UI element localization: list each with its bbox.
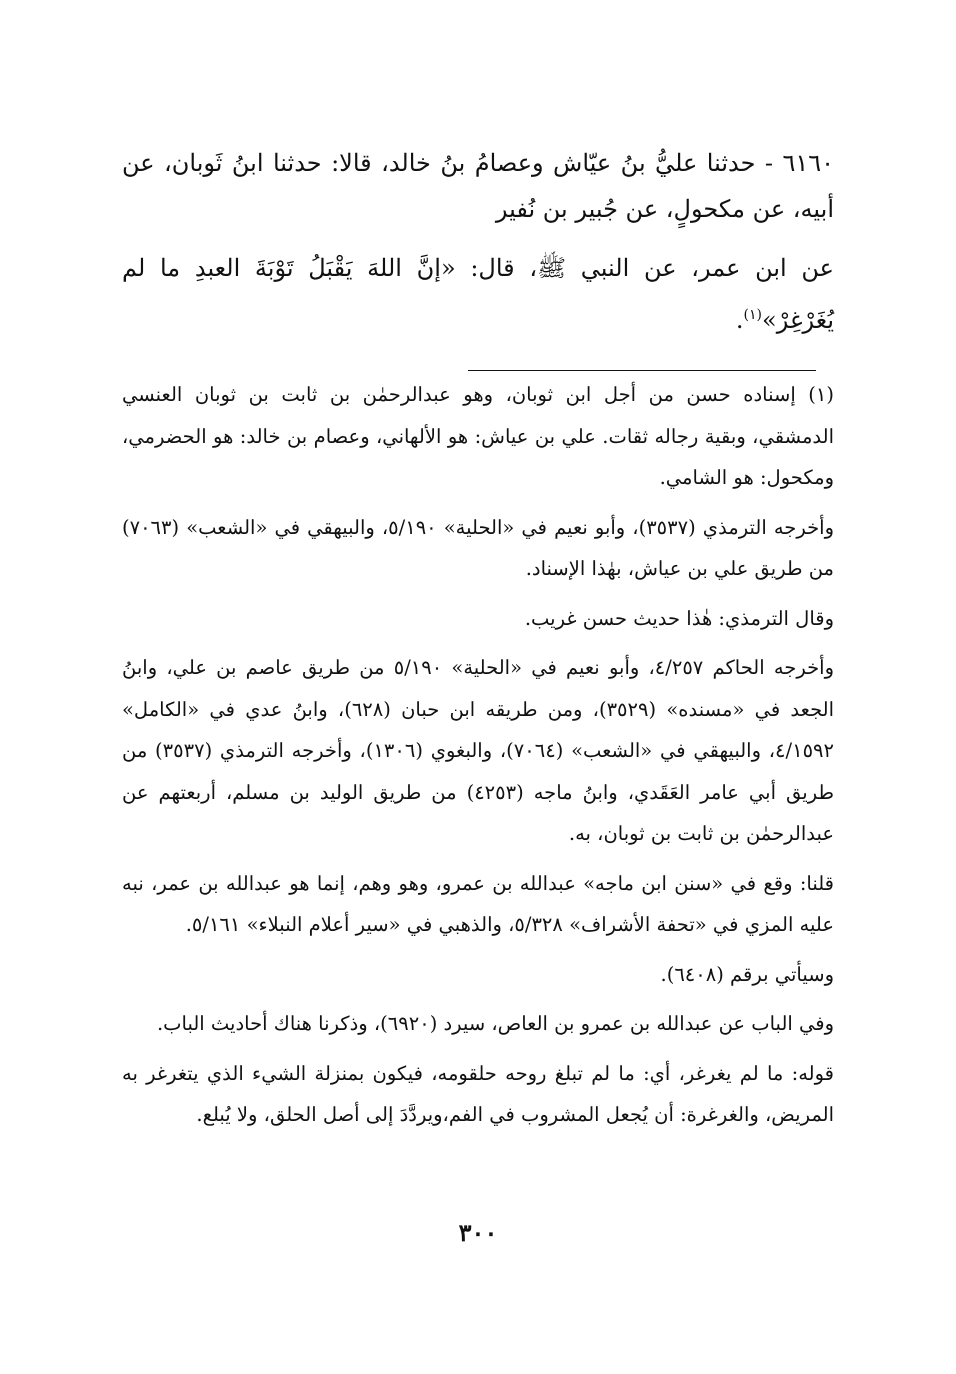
hadith-isnad: ٦١٦٠ - حدثنا عليُّ بنُ عيّاش وعصامُ بنُ خالد، قالا: حدثنا ابنُ ثَوبان، عن أبيه، عن مكحولٍ، عن جُبير بن نُفير [122,149,834,223]
hadith-matn-end: . [735,306,744,334]
page-number: ٣٠٠ [458,1218,498,1247]
hadith-matn-text: عن ابن عمر، عن النبي ﷺ، قال: «إنَّ اللهَ يَقْبَلُ تَوْبَةَ العبدِ ما لم يُغَرْغِرْ» [122,254,834,334]
hadith-matn [122,242,834,346]
footnote-paragraph: قلنا: وقع في «سنن ابن ماجه» عبدالله بن عمرو، وهو وهم، إنما هو عبدالله بن عمر، نبه عليه المزي في «تحفة الأشراف» ٥/٣٢٨، والذهبي في «سير أعلام النبلاء» ٥/١٦١. [122,871,834,936]
footnote-paragraph: وسيأتي برقم (٦٤٠٨). [660,962,834,986]
footnote-separator [468,370,816,371]
footnote-paragraph: وفي الباب عن عبدالله بن عمرو بن العاص، سيرد (٦٩٢٠)، وذكرنا هناك أحاديث الباب. [156,1012,834,1035]
footnote-paragraph: وقال الترمذي: هٰذا حديث حسن غريب. [524,606,834,630]
footnote-paragraph: وأخرجه الحاكم ٤/٢٥٧، وأبو نعيم في «الحلية» ٥/١٩٠ من طريق عاصم بن علي، وابنُ الجعد في «مسنده» (٣٥٢٩)، ومن طريقه ابن حبان (٦٢٨)، وابنُ عدي في «الكامل» ٤/١٥٩٢، والبيهقي في «الشعب» (٧٠٦٤)، والبغوي (١٣٠٦)، وأخرجه الترمذي (٣٥٣٧) من طريق أبي عامر العَقَدي، وابنُ ماجه (٤٢٥٣) من طريق الوليد بن مسلم، أربعتهم عن عبدالرحمٰن بن ثابت بن ثوبان، به. [122,656,835,845]
footnote-marker: (١) [743,307,763,323]
footnote-paragraph: وأخرجه الترمذي (٣٥٣٧)، وأبو نعيم في «الحلية» ٥/١٩٠، والبيهقي في «الشعب» (٧٠٦٣) من طريق علي بن عياش، بهٰذا الإسناد. [122,515,834,580]
footnote-paragraph: قوله: ما لم يغرغر، أي: ما لم تبلغ روحه حلقومه، فيكون بمنزلة الشيء الذي يتغرغر به المريض، والغرغرة: أن يُجعل المشروب في الفم،ويردَّدَ إلى أصل الحلق، ولا يُبلع. [122,1061,834,1126]
hadith-text [122,140,834,346]
footnote-paragraph: (١) إسناده حسن من أجل ابن ثوبان، وهو عبدالرحمٰن بن ثابت بن ثوبان العنسي الدمشقي، وبقية رجاله ثقات. علي بن عياش: هو الألهاني، وعصام بن خالد: هو الحضرمي، ومكحول: هو الشامي. [122,383,834,489]
footnotes [122,374,834,1144]
